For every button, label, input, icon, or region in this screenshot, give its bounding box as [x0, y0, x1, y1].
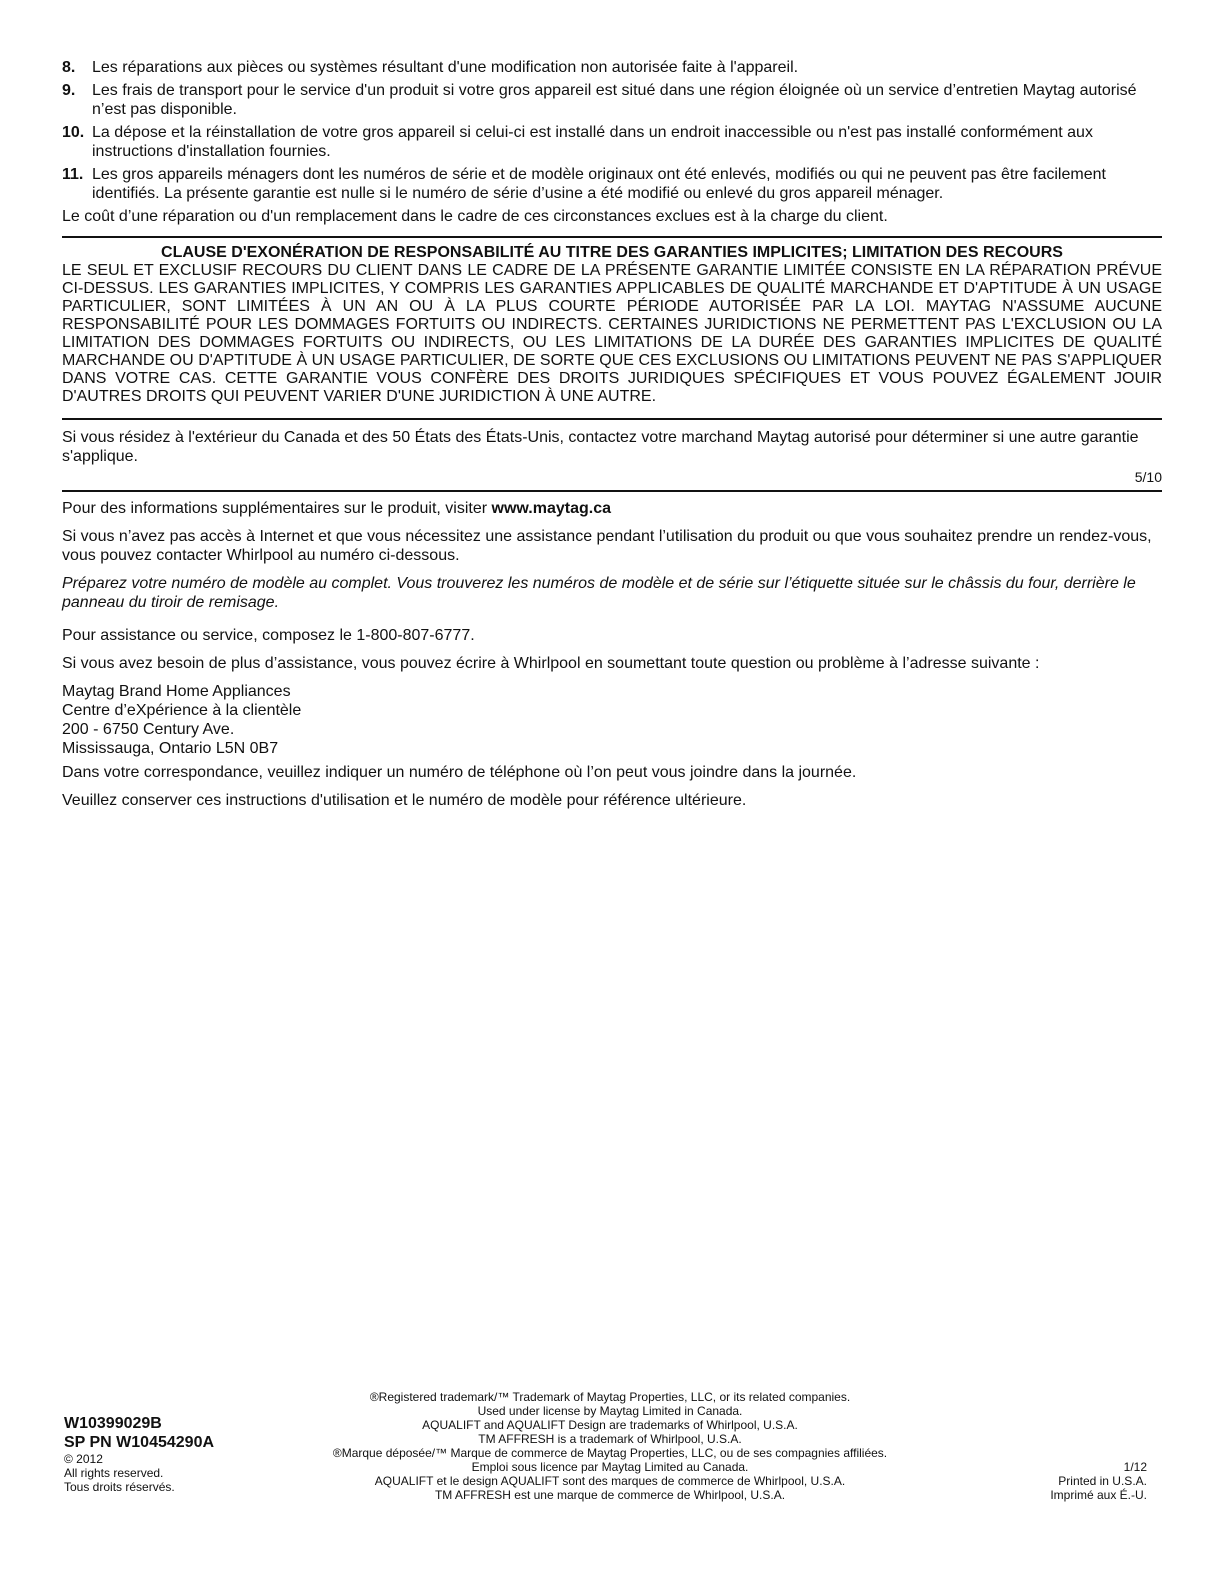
footer-left: [64, 1414, 214, 1494]
footer-right: [1050, 1460, 1147, 1502]
trademark-line: TM AFFRESH is a trademark of Whirlpool, U.S.A.: [478, 1432, 742, 1446]
item-number: 8.: [62, 59, 76, 76]
trademark-line: AQUALIFT et le design AQUALIFT sont des marques de commerce de Whirlpool, U.S.A.: [374, 1474, 846, 1488]
phone-note: Pour assistance ou service, composez le 1-800-807-6777.: [62, 627, 475, 644]
address-block: [62, 682, 1162, 758]
disclaimer-body: LE SEUL ET EXCLUSIF RECOURS DU CLIENT DANS LE CADRE DE LA PRÉSENTE GARANTIE LIMITÉE CONSISTE EN LA RÉPARATION PRÉVUE CI-DESSUS. LES GARANTIES IMPLICITES, Y COMPRIS LES GARANTIES APPLICABLES DE QUALITÉ MARCHANDE ET D'APTITUDE À UN USAGE PARTICULIER, SONT LIMITÉES À UN AN OU À LA PLUS COURTE PÉRIODE AUTORISÉE PAR LA LOI. MAYTAG N'ASSUME AUCUNE RESPONSABILITÉ POUR LES DOMMAGES FORTUITS OU INDIRECTS. CERTAINES JURIDICTIONS NE PERMETTENT PAS L'EXCLUSION OU LA LIMITATION DES DOMMAGES FORTUITS OU INDIRECTS, OU LES LIMITATIONS DE LA DURÉE DES GARANTIES IMPLICITES DE QUALITÉ MARCHANDE OU D'APTITUDE À UN USAGE PARTICULIER, DE SORTE QUE CES EXCLUSIONS OU LIMITATIONS PEUVENT NE PAS S'APPLIQUER DANS VOTRE CAS. CETTE GARANTIE VOUS CONFÈRE DES DROITS JURIDIQUES SPÉCIFIQUES ET VOUS POUVEZ ÉGALEMENT JOUIR D'AUTRES DROITS QUI PEUVENT VARIER D'UNE JURIDICTION À UNE AUTRE.: [62, 262, 1162, 405]
exclusions-list: [62, 58, 1162, 203]
item-number: 9.: [62, 82, 76, 99]
cost-note: Le coût d’une réparation ou d'un remplacement dans le cadre de ces circonstances exclues est à la charge du client.: [62, 208, 888, 225]
item-text: La dépose et la réinstallation de votre gros appareil si celui-ci est installé dans un endroit inaccessible ou n'est pas installé conformément aux instructions d'installation fournies.: [92, 124, 1093, 160]
address-line: Mississauga, Ontario L5N 0B7: [62, 740, 279, 757]
part-number: W10399029B: [64, 1415, 162, 1432]
address-line: Centre d’eXpérience à la clientèle: [62, 702, 302, 719]
info-line: [62, 499, 1162, 518]
item-text: Les réparations aux pièces ou systèmes résultant d'une modification non autorisée faite à l'appareil.: [92, 59, 799, 76]
list-item: [62, 165, 1162, 203]
printed-en: Printed in U.S.A.: [1058, 1474, 1147, 1488]
printed-fr: Imprimé aux É.-U.: [1050, 1488, 1147, 1502]
info-prefix: Pour des informations supplémentaires sur le produit, visiter: [62, 500, 492, 517]
trademark-line: AQUALIFT and AQUALIFT Design are trademarks of Whirlpool, U.S.A.: [422, 1418, 798, 1432]
write-note: Si vous avez besoin de plus d’assistance, vous pouvez écrire à Whirlpool en soumettant toute question ou problème à l’adresse suivante :: [62, 655, 1040, 672]
list-item: [62, 123, 1162, 161]
copyright: © 2012: [64, 1452, 103, 1466]
rights-fr: Tous droits réservés.: [64, 1480, 175, 1494]
revision-code: 5/10: [1134, 469, 1162, 485]
list-item: [62, 58, 1162, 77]
service-part-number: SP PN W10454290A: [64, 1434, 215, 1451]
item-text: Les gros appareils ménagers dont les numéros de série et de modèle originaux ont été enlevés, modifiés ou qui ne peuvent pas être facilement identifiés. La présente garantie est nulle si le numéro de série d’usine a été modifié ou enlevé du gros appareil ménager.: [92, 166, 1106, 202]
disclaimer-section: [62, 238, 1162, 406]
item-number: 10.: [62, 124, 85, 141]
address-line: 200 - 6750 Century Ave.: [62, 721, 235, 738]
trademark-line: TM AFFRESH est une marque de commerce de Whirlpool, U.S.A.: [434, 1488, 786, 1502]
trademark-line: ®Registered trademark/™ Trademark of Maytag Properties, LLC, or its related companies.: [369, 1390, 851, 1404]
no-internet-note: Si vous n’avez pas accès à Internet et que vous nécessitez une assistance pendant l’utilisation du produit ou que vous souhaitez prendre un rendez-vous, vous pouvez contacter Whirlpool au numéro ci-dessous.: [62, 528, 1152, 564]
document-page: [62, 58, 1162, 810]
divider: [62, 490, 1162, 492]
keep-instructions-note: Veuillez conserver ces instructions d'utilisation et le numéro de modèle pour référence ultérieure.: [62, 792, 747, 809]
trademark-line: Emploi sous licence par Maytag Limited au Canada.: [471, 1460, 749, 1474]
trademark-line: Used under license by Maytag Limited in Canada.: [477, 1404, 743, 1418]
outside-canada-note: Si vous résidez à l'extérieur du Canada et des 50 États des États-Unis, contactez votre marchand Maytag autorisé pour déterminer si une autre garantie s'applique.: [62, 429, 1139, 465]
correspondence-note: Dans votre correspondance, veuillez indiquer un numéro de téléphone où l’on peut vous joindre dans la journée.: [62, 764, 857, 781]
prepare-model-note: Préparez votre numéro de modèle au complet. Vous trouverez les numéros de modèle et de série sur l’étiquette située sur le châssis du four, derrière le panneau du tiroir de remisage.: [62, 575, 1136, 611]
item-number: 11.: [62, 166, 84, 183]
trademark-notice: [280, 1390, 940, 1502]
divider: [62, 418, 1162, 420]
address-line: Maytag Brand Home Appliances: [62, 683, 291, 700]
trademark-line: ®Marque déposée/™ Marque de commerce de Maytag Properties, LLC, ou de ses compagnies affiliées.: [332, 1446, 888, 1460]
website-link[interactable]: www.maytag.ca: [491, 500, 611, 517]
list-item: [62, 81, 1162, 119]
item-text: Les frais de transport pour le service d'un produit si votre gros appareil est situé dans une région éloignée où un service d’entretien Maytag autorisé n’est pas disponible.: [92, 82, 1137, 118]
print-date: 1/12: [1123, 1460, 1147, 1474]
rights-en: All rights reserved.: [64, 1466, 164, 1480]
disclaimer-title: CLAUSE D'EXONÉRATION DE RESPONSABILITÉ AU TITRE DES GARANTIES IMPLICITES; LIMITATION DES RECOURS: [161, 244, 1063, 261]
